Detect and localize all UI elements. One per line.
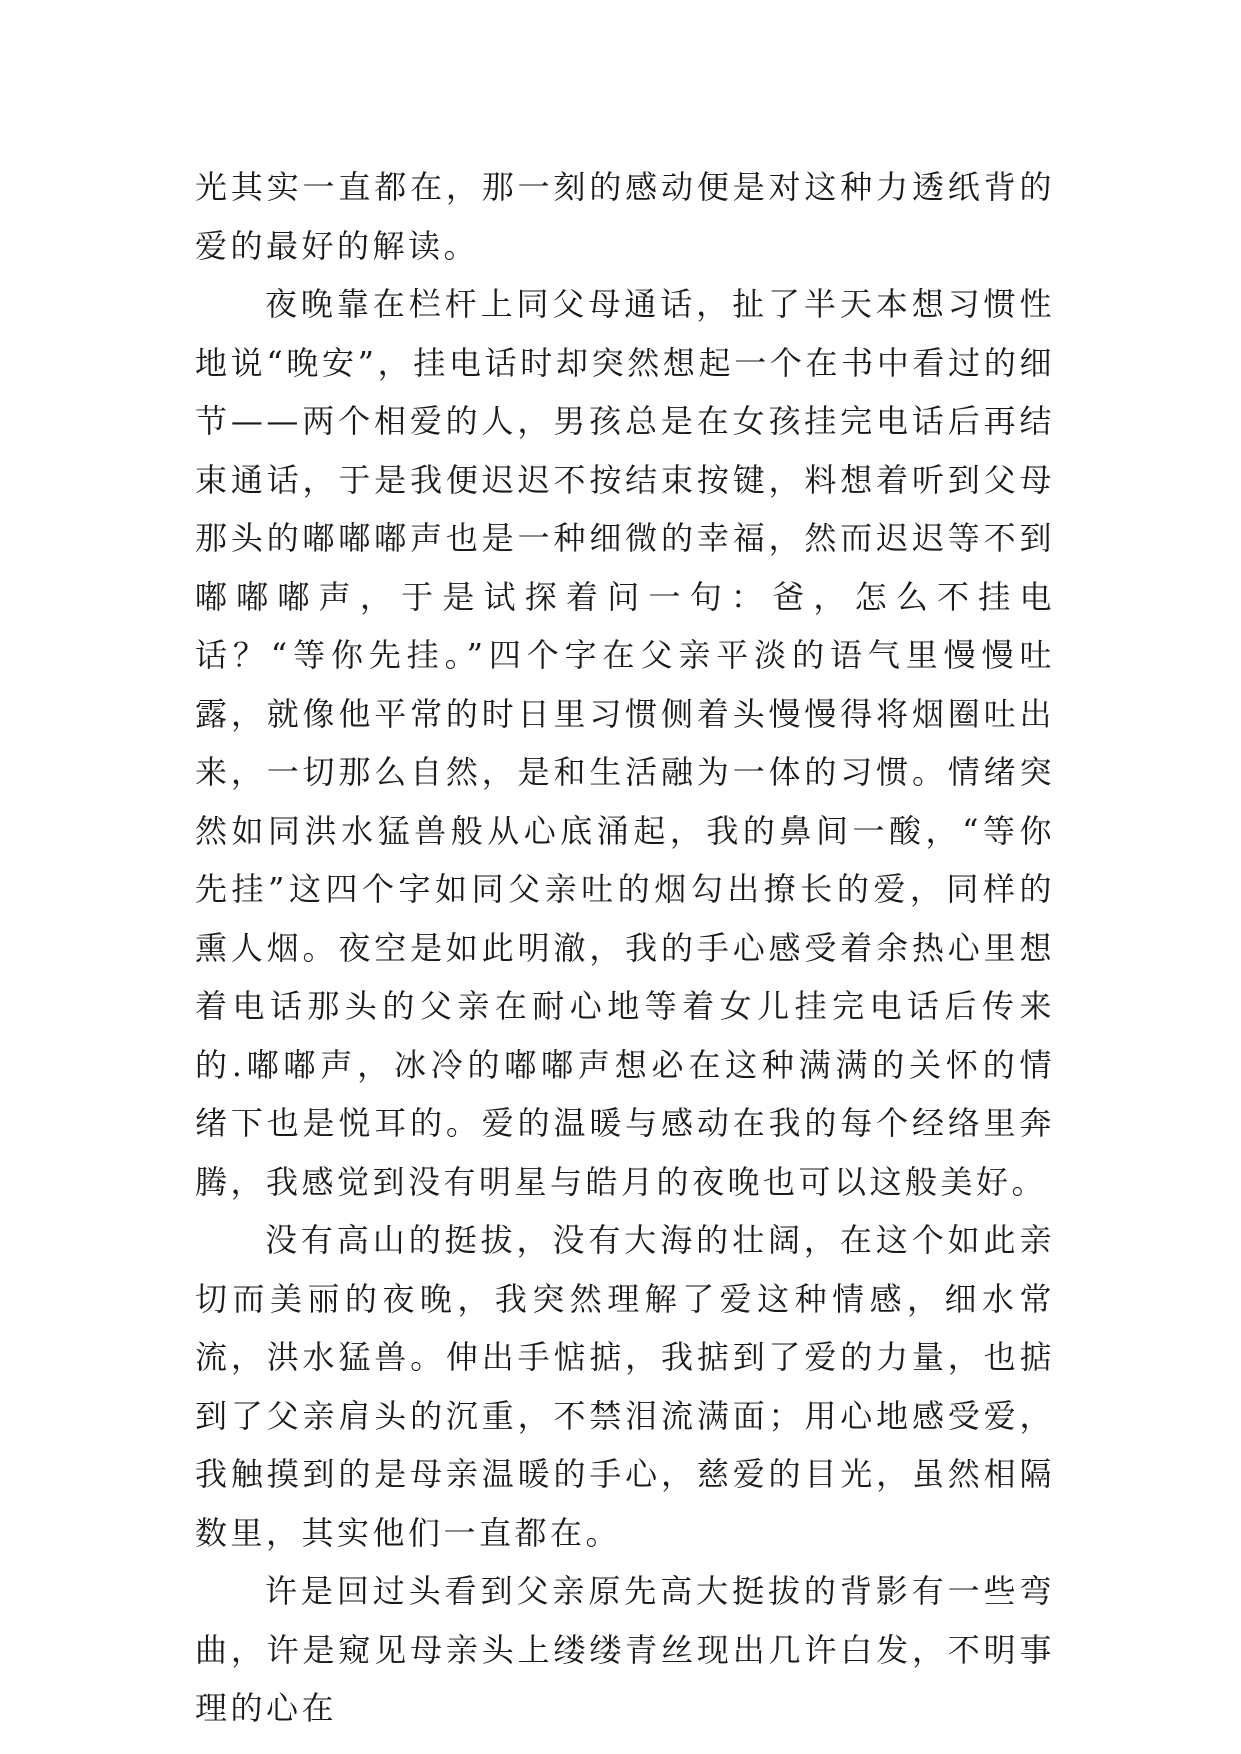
- paragraph-phone-call: 夜晚靠在栏杆上同父母通话，扯了半天本想习惯性地说“晚安”，挂电话时却突然想起一个在书中看过的细节——两个相爱的人，男孩总是在女孩挂完电话后再结束通话，于是我便迟迟不按结束按键，料想着听到父母那头的嘟嘟嘟声也是一种细微的幸福，然而迟迟等不到嘟嘟嘟声，于是试探着问一句：爸，怎么不挂电话？“等你先挂。”四个字在父亲平淡的语气里慢慢吐露，就像他平常的时日里习惯侧着头慢慢得将烟圈吐出来，一切那么自然，是和生活融为一体的习惯。情绪突然如同洪水猛兽般从心底涌起，我的鼻间一酸，“等你先挂”这四个字如同父亲吐的烟勾出撩长的爱，同样的熏人烟。夜空是如此明澈，我的手心感受着余热心里想着电话那头的父亲在耐心地等着女儿挂完电话后传来的.嘟嘟声，冰冷的嘟嘟声想必在这种满满的关怀的情绪下也是悦耳的。爱的温暖与感动在我的每个经络里奔腾，我感觉到没有明星与皓月的夜晚也可以这般美好。: [195, 285, 1055, 1201]
- paragraph-looking-back: 许是回过头看到父亲原先高大挺拔的背影有一些弯曲，许是窥见母亲头上缕缕青丝现出几许白发，不明事理的心在: [195, 1572, 1055, 1727]
- paragraph-continuation: 光其实一直都在，那一刻的感动便是对这种力透纸背的爱的最好的解读。: [195, 168, 1055, 265]
- document-body: [195, 158, 1055, 1738]
- paragraph-understanding-love: 没有高山的挺拔，没有大海的壮阔，在这个如此亲切而美丽的夜晚，我突然理解了爱这种情感，细水常流，洪水猛兽。伸出手惦掂，我掂到了爱的力量，也掂到了父亲肩头的沉重，不禁泪流满面；用心地感受爱，我触摸到的是母亲温暖的手心，慈爱的目光，虽然相隔数里，其实他们一直都在。: [195, 1221, 1055, 1552]
